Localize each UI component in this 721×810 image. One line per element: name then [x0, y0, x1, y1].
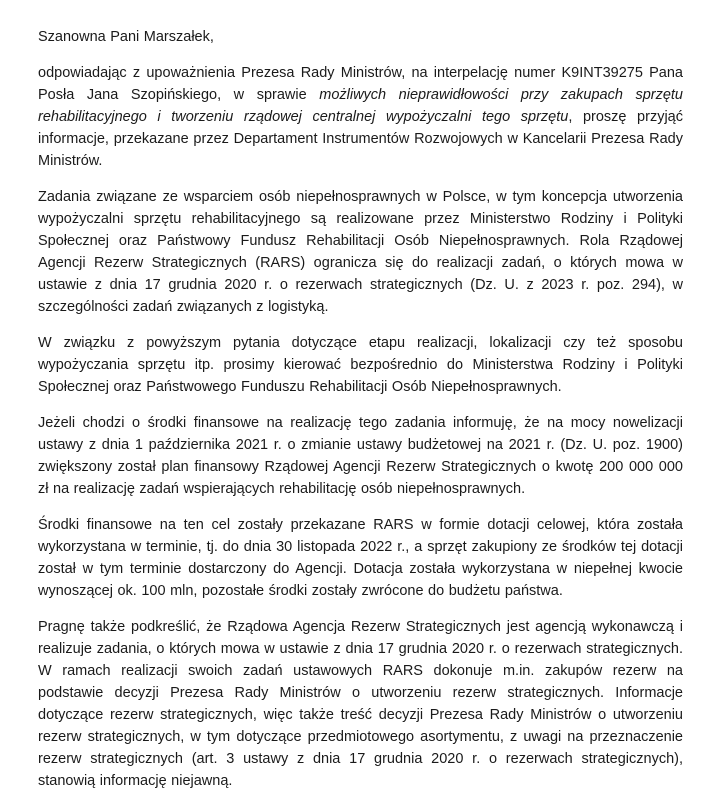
paragraph-5 [38, 514, 683, 602]
text-run: odpowiadając z upoważnienia Prezesa Rady Ministrów, na interpelację numer K9INT39275 Pana Posła Jana Szopińskiego, w sprawie [38, 65, 683, 103]
text-run: , proszę przyjąć informacje, przekazane przez Departament Instrumentów Rozwojowych w Kancelarii Prezesa Rady Ministrów. [38, 109, 683, 169]
paragraph-6 [38, 616, 683, 792]
paragraph-2 [38, 186, 683, 318]
text-run: Środki finansowe na ten cel zostały przekazane RARS w formie dotacji celowej, która została wykorzystana w terminie, tj. do dnia 30 listopada 2022 r., a sprzęt zakupiony ze środków tej dotacji został w tym terminie dostarczony do Agencji. Dotacja została wykorzystana w niepełnej kwocie wynoszącej ok. 100 mln, pozostałe środki zostały zwrócone do budżetu państwa. [38, 517, 683, 599]
letter-body [38, 62, 683, 792]
text-run: W związku z powyższym pytania dotyczące etapu realizacji, lokalizacji czy też sposobu wypożyczania sprzętu itp. prosimy kierować bezpośrednio do Ministerstwa Rodziny i Polityki Społecznej oraz Państwowego Funduszu Rehabilitacji Osób Niepełnosprawnych. [38, 335, 683, 395]
emphasis-text-run: możliwych nieprawidłowości przy zakupach sprzętu rehabilitacyjnego i tworzeniu rządowej centralnej wypożyczalni tego sprzętu [38, 87, 683, 125]
text-run: Jeżeli chodzi o środki finansowe na realizację tego zadania informuję, że na mocy nowelizacji ustawy z dnia 1 października 2021 r. o zmianie ustawy budżetowej na 2021 r. (Dz. U. poz. 1900) zwiększony został plan finansowy Rządowej Agencji Rezerw Strategicznych o kwotę 200 000 000 zł na realizację zadań wspierających rehabilitację osób niepełnosprawnych. [38, 415, 683, 497]
salutation: Szanowna Pani Marszałek, [38, 29, 214, 45]
text-run: Zadania związane ze wsparciem osób niepełnosprawnych w Polsce, w tym koncepcja utworzenia wypożyczalni sprzętu rehabilitacyjnego są realizowane przez Ministerstwo Rodziny i Polityki Społecznej oraz Państwowy Fundusz Rehabilitacji Osób Niepełnosprawnych. Rola Rządowej Agencji Rezerw Strategicznych (RARS) ogranicza się do realizacji zadań, o których mowa w ustawie z dnia 17 grudnia 2020 r. o rezerwach strategicznych (Dz. U. z 2023 r. poz. 294), w szczególności zadań związanych z logistyką. [38, 189, 683, 315]
paragraph-4 [38, 412, 683, 500]
text-run: Pragnę także podkreślić, że Rządowa Agencja Rezerw Strategicznych jest agencją wykonawczą i realizuje zadania, o których mowa w ustawie z dnia 17 grudnia 2020 r. o rezerwach strategicznych. W ramach realizacji swoich zadań ustawowych RARS dokonuje m.in. zakupów rezerw na podstawie decyzji Prezesa Rady Ministrów o utworzeniu rezerw strategicznych. Informacje dotyczące rezerw strategicznych, więc także treść decyzji Prezesa Rady Ministrów o utworzeniu rezerw strategicznych, w tym dotyczące przedmiotowego asortymentu, z uwagi na przeznaczenie rezerw strategicznych (art. 3 ustawy z dnia 17 grudnia 2020 r. o rezerwach strategicznych), stanowią informację niejawną. [38, 619, 683, 789]
paragraph-1 [38, 62, 683, 172]
paragraph-3 [38, 332, 683, 398]
